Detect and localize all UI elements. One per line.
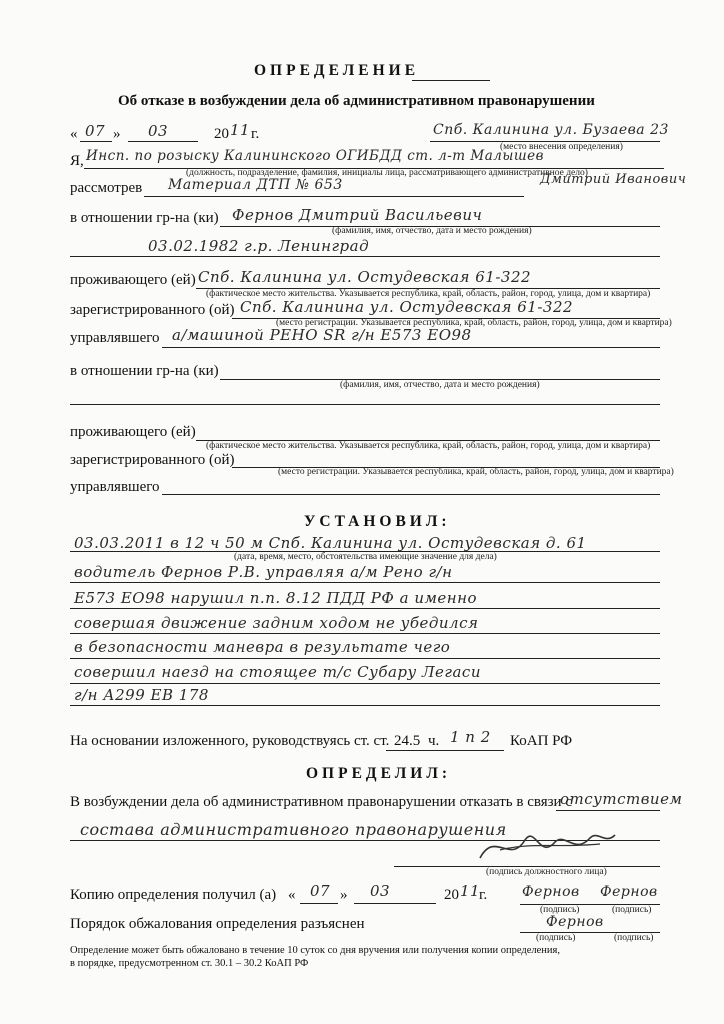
title-number-line [412,80,490,81]
established-rule-4 [70,633,660,634]
officer-caption: (должность, подразделение, фамилия, инициалы лица, рассматривающего административное дело) [186,168,588,178]
date-year-prefix: 20 [214,126,229,142]
copy-month: 03 [370,882,391,900]
reviewed-line [144,196,524,197]
established-rule-5 [70,658,660,659]
copy-month-line [354,903,436,904]
place-value: Спб. Калинина ул. Бузаева 23 [433,122,669,138]
copy-open-quote: « [288,887,296,903]
person1-residing-value: Спб. Калинина ул. Остудевская 61-322 [198,268,532,286]
copy-year-prefix: 20 [444,887,459,903]
reviewed-label: рассмотрев [70,180,143,196]
person2-residing-label: проживающего (ей) [70,424,196,440]
established-rule-7 [70,705,660,706]
person1-label: в отношении гр-на (ки) [70,210,219,226]
established-line-4: совершая движение задним ходом не убедился [74,614,479,632]
place-caption: (место внесения определения) [500,142,623,152]
copy-day-line [300,903,338,904]
person2-registered-label: зарегистрированного (ой) [70,452,235,468]
basis-suffix: КоАП РФ [510,733,573,749]
basis-article: 24.5 [394,733,421,749]
established-rule-6 [70,683,660,684]
officer-prefix: Я, [70,153,84,169]
appeal-sig-caption: (подпись) [536,933,576,943]
date-month-line [128,141,198,142]
decided-value-1: отсутствием [560,790,683,808]
decided-line-1 [556,810,660,811]
date-day-line [80,141,112,142]
person2-registered-caption: (место регистрации. Указывается республика, край, область, район, город, улица, дом и квартира) [278,467,674,477]
date-year-unit: г. [251,126,260,142]
copy-year-suffix: 11 [460,882,481,900]
copy-signature: Фернов [522,884,580,900]
footer-line-2: в порядке, предусмотренном ст. 30.1 – 30.2 КоАП РФ [70,958,309,969]
person1-birth-line [70,256,660,257]
date-open-quote: « [70,126,78,142]
document-subtitle: Об отказе в возбуждении дела об административном правонарушении [118,93,595,109]
date-day: 07 [85,122,106,140]
document-title: ОПРЕДЕЛЕНИЕ [254,62,420,79]
footer-line-1: Определение может быть обжаловано в течение 10 суток со дня вручения или получения копии определения, [70,945,560,956]
established-caption: (дата, время, место, обстоятельства имеющие значение для дела) [234,552,497,562]
person2-driving-label: управлявшего [70,479,160,495]
copy-signature-2: Фернов [600,884,658,900]
basis-part-value: 1 п 2 [450,728,491,746]
decided-title: ОПРЕДЕЛИЛ: [306,765,452,782]
decided-text: В возбуждении дела об административном правонарушении отказать в связи с [70,794,572,810]
person1-registered-value: Спб. Калинина ул. Остудевская 61-322 [240,298,574,316]
date-year-suffix: 11 [230,121,251,139]
copy-label: Копию определения получил (а) [70,887,277,903]
copy-sig-caption-2: (подпись) [612,905,652,915]
official-signature-caption: (подпись должностного лица) [486,867,607,877]
person2-residing-caption: (фактическое место жительства. Указывается республика, край, область, район, город, улица, дом и квартира) [206,441,651,451]
appeal-signature: Фернов [546,914,604,930]
officer-value-2: Дмитрий Иванович [540,172,687,187]
date-close-quote: » [113,126,121,142]
person1-birth: 03.02.1982 г.р. Ленинград [148,237,370,255]
person2-driving-line [162,494,660,495]
basis-line [386,750,504,751]
official-signature [470,820,620,870]
person1-residing-caption: (фактическое место жительства. Указывается республика, край, область, район, город, улица, дом и квартира) [206,289,651,299]
copy-sig-caption: (подпись) [540,905,580,915]
established-line-5: в безопасности маневра в результате чего [74,638,451,656]
copy-year-unit: г. [479,887,488,903]
person2-birth-line [70,404,660,405]
person1-residing-label: проживающего (ей) [70,272,196,288]
copy-close-quote: » [340,887,348,903]
established-line-1: 03.03.2011 в 12 ч 50 м Спб. Калинина ул. Остудевская д. 61 [74,534,587,552]
basis-prefix: На основании изложенного, руководствуясь ст. ст. [70,733,390,749]
established-line-7: г/н А299 ЕВ 178 [74,686,209,704]
person2-label: в отношении гр-на (ки) [70,363,219,379]
appeal-sig-caption-2: (подпись) [614,933,654,943]
established-rule-3 [70,608,660,609]
person1-driving-label: управлявшего [70,330,160,346]
officer-value: Инсп. по розыску Калининского ОГИБДД ст. л-т Малышев [86,148,544,164]
person2-caption: (фамилия, имя, отчество, дата и место рождения) [340,380,540,390]
established-title: УСТАНОВИЛ: [304,513,451,530]
person1-caption: (фамилия, имя, отчество, дата и место рождения) [332,226,532,236]
person1-driving-value: а/машиной РЕНО SR г/н Е573 ЕО98 [172,326,472,344]
established-line-3: Е573 ЕО98 нарушил п.п. 8.12 ПДД РФ а именно [74,589,478,607]
person1-registered-caption: (место регистрации. Указывается республика, край, область, район, город, улица, дом и квартира) [276,318,672,328]
person1-driving-line [162,347,660,348]
basis-part-label: ч. [428,733,440,749]
person1-registered-label: зарегистрированного (ой) [70,302,235,318]
date-month: 03 [148,122,169,140]
person1-name: Фернов Дмитрий Васильевич [232,206,483,224]
established-rule-2 [70,582,660,583]
established-line-6: совершил наезд на стоящее т/с Субару Легаси [74,663,481,681]
established-line-2: водитель Фернов Р.В. управляя а/м Рено г/н [74,563,453,581]
reviewed-value: Материал ДТП № 653 [168,177,343,193]
decided-value-2: состава административного правонарушения [80,820,507,839]
appeal-label: Порядок обжалования определения разъяснен [70,916,365,932]
copy-day: 07 [310,882,331,900]
